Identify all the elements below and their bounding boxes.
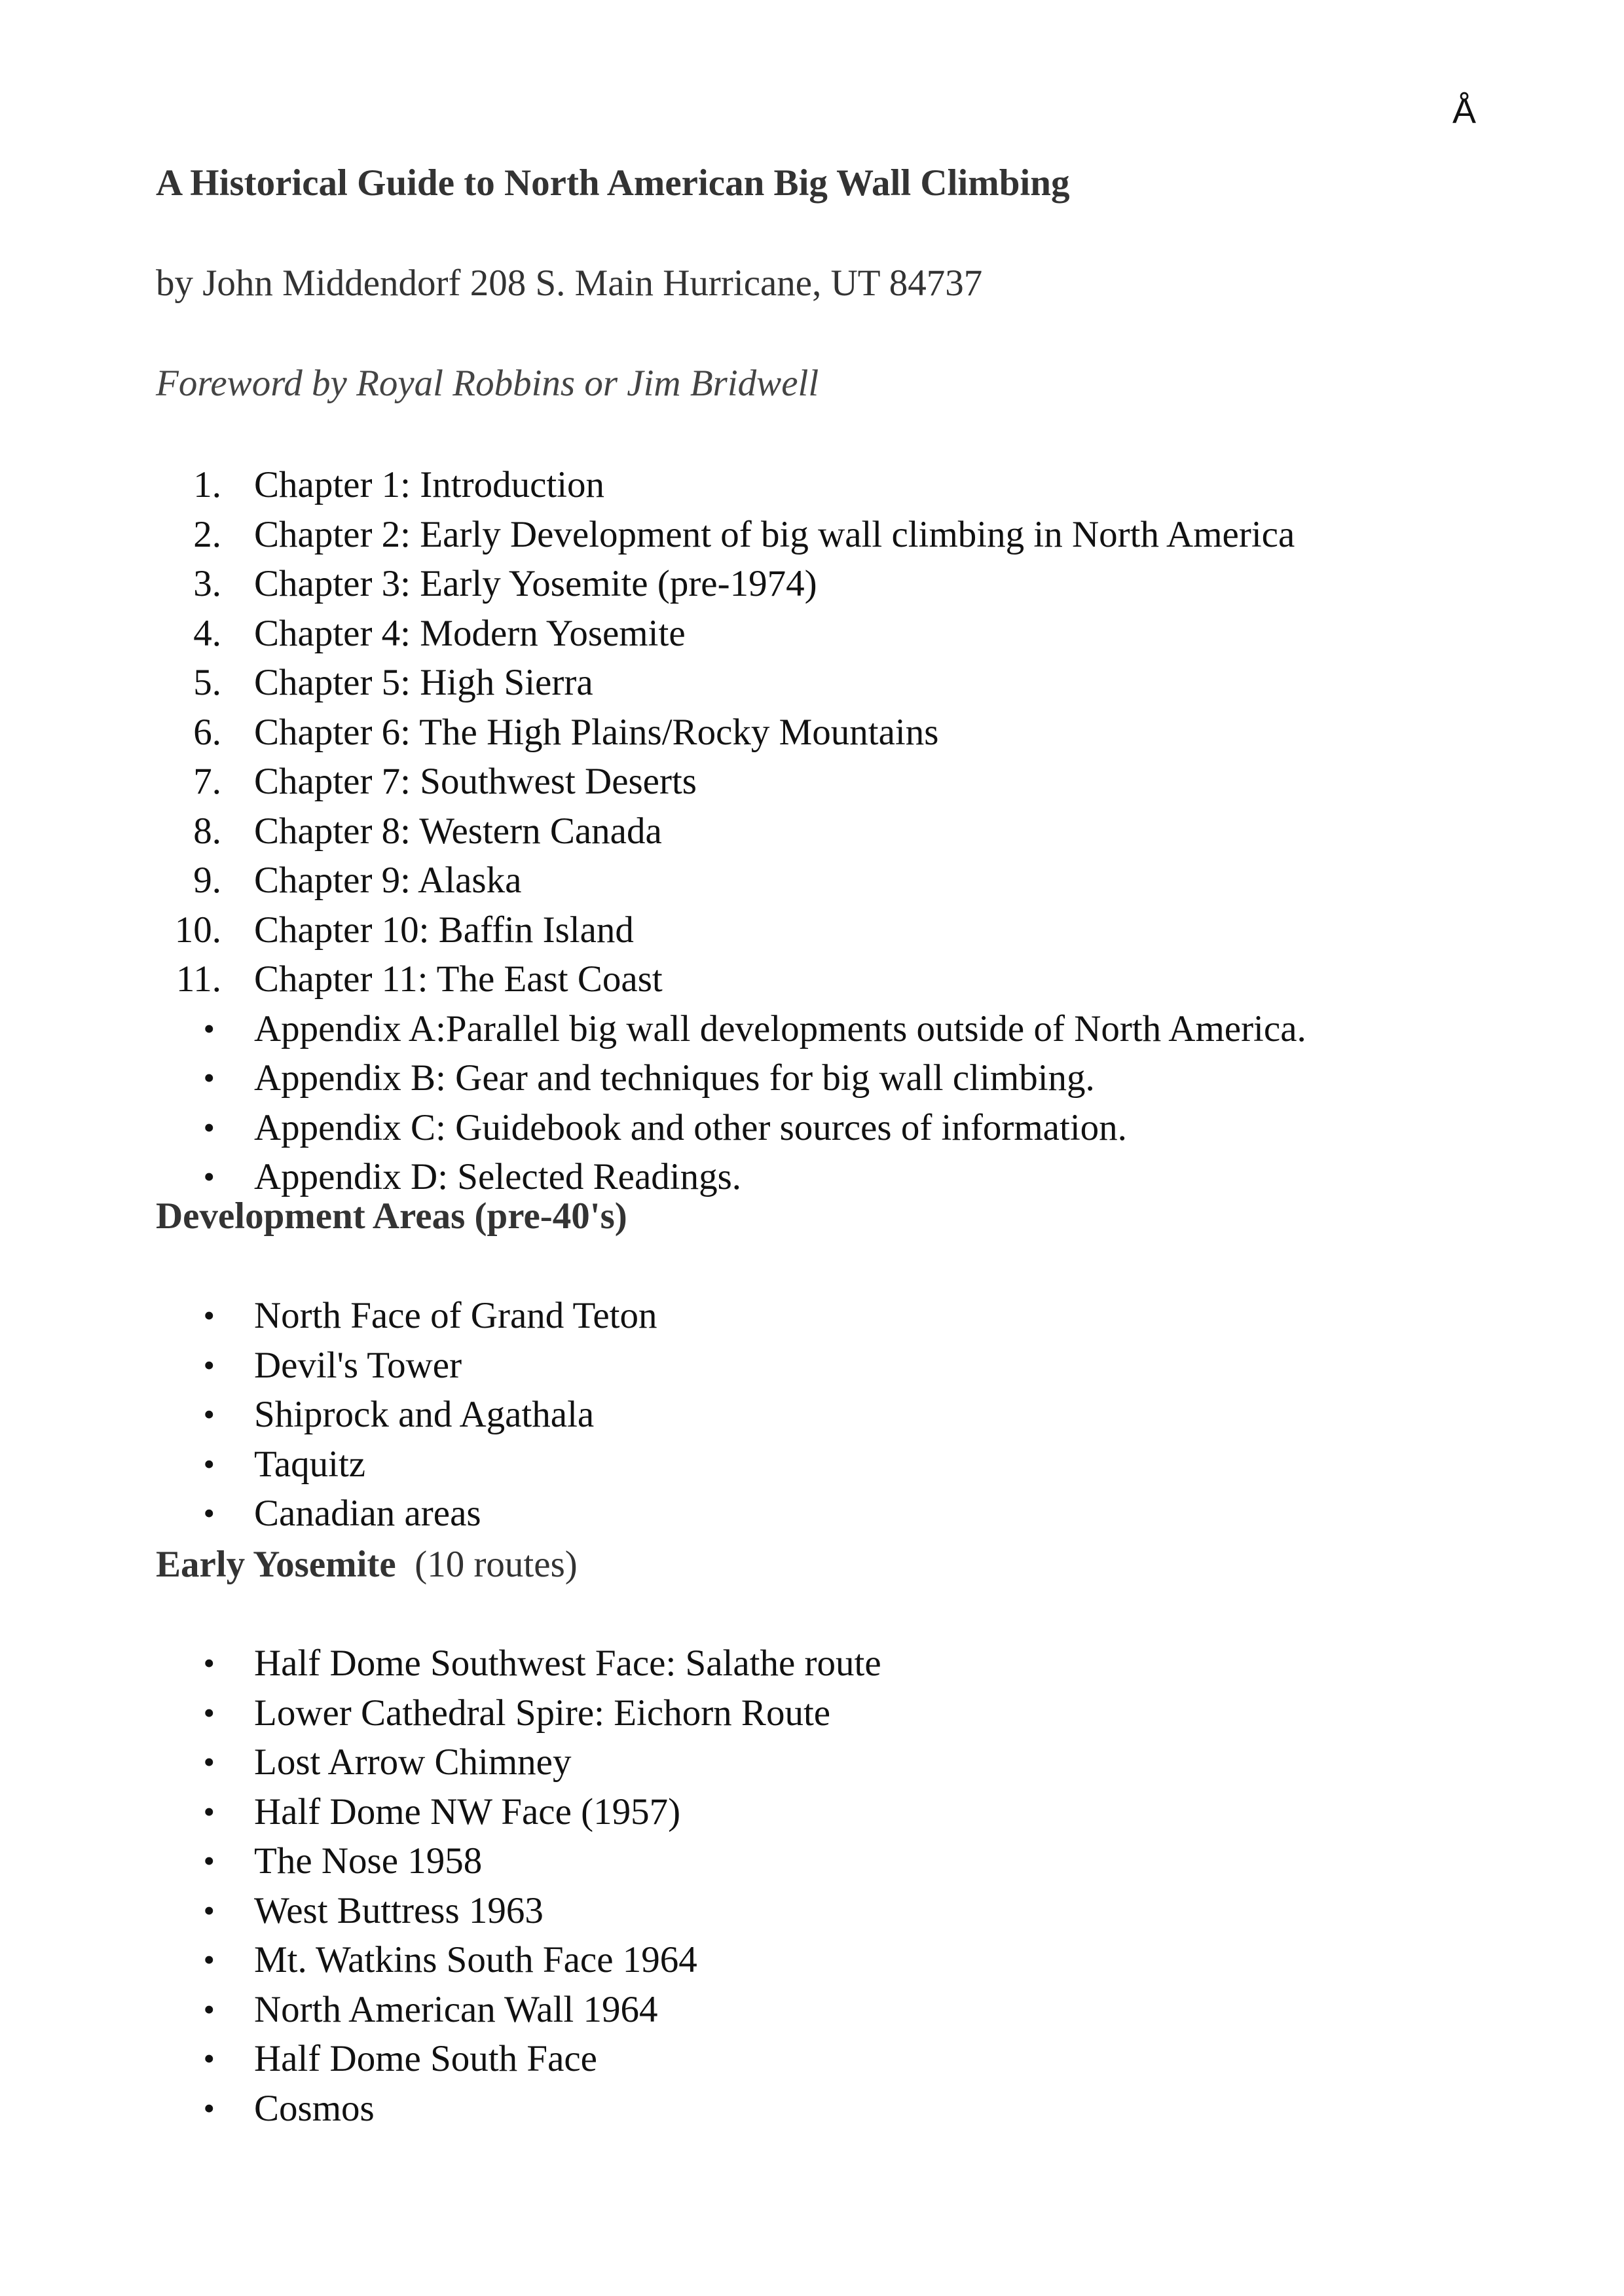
bullet-marker: • [203, 1158, 215, 1195]
list-item-text: Lost Arrow Chimney [254, 1741, 572, 1783]
list-number: 11. [175, 958, 221, 1000]
bullet-marker: • [203, 1297, 215, 1334]
bullet-marker: • [203, 1743, 215, 1780]
bullet-marker: • [203, 1346, 215, 1383]
list-item-text: Chapter 5: High Sierra [254, 662, 593, 703]
foreword-line: Foreword by Royal Robbins or Jim Bridwell [156, 363, 819, 404]
list-item-text: Chapter 1: Introduction [254, 464, 605, 505]
bullet-marker: • [203, 2040, 215, 2077]
list-item-text: Mt. Watkins South Face 1964 [254, 1939, 697, 1980]
list-item-text: Appendix D: Selected Readings. [254, 1156, 742, 1197]
list-item-text: Chapter 3: Early Yosemite (pre-1974) [254, 563, 817, 604]
development-areas-heading [156, 1192, 627, 1241]
author-byline: by John Middendorf 208 S. Main Hurricane, UT 84737 [156, 263, 983, 304]
list-item-text: Shiprock and Agathala [254, 1394, 595, 1435]
list-item-text: Chapter 10: Baffin Island [254, 909, 634, 951]
list-number: 10. [174, 909, 221, 951]
bullet-marker: • [203, 1990, 215, 2028]
bullet-marker: • [203, 1445, 215, 1482]
list-item-text: Chapter 7: Southwest Deserts [254, 761, 697, 802]
development-areas-title: Development Areas (pre-40's) [156, 1195, 627, 1237]
document-title: A Historical Guide to North American Big Wall Climbing [156, 162, 1070, 204]
list-number: 6. [193, 711, 221, 753]
list-number: 2. [193, 513, 221, 555]
list-item-text: Appendix A:Parallel big wall developments outside of North America. [254, 1008, 1306, 1049]
bullet-marker: • [203, 1842, 215, 1879]
list-item-text: North American Wall 1964 [254, 1988, 658, 2030]
list-number: 8. [193, 810, 221, 852]
list-item-text: Cosmos [254, 2087, 375, 2129]
list-number: 3. [193, 563, 221, 604]
bullet-marker: • [203, 1059, 215, 1096]
bullet-marker: • [203, 1396, 215, 1432]
list-item-text: Chapter 2: Early Development of big wall climbing in North America [254, 513, 1295, 555]
list-number: 1. [193, 464, 221, 505]
list-number: 5. [193, 662, 221, 703]
bullet-marker: • [203, 1495, 215, 1531]
list-item-text: Half Dome South Face [254, 2038, 597, 2079]
bullet-marker: • [203, 1694, 215, 1731]
list-item-text: North Face of Grand Teton [254, 1295, 657, 1336]
bullet-marker: • [203, 1941, 215, 1978]
list-item-text: Chapter 9: Alaska [254, 860, 522, 901]
early-yosemite-title: Early Yosemite [156, 1544, 396, 1585]
list-item-text: Chapter 8: Western Canada [254, 810, 662, 852]
list-item-text: Lower Cathedral Spire: Eichorn Route [254, 1692, 831, 1734]
list-item-text: Half Dome NW Face (1957) [254, 1791, 681, 1832]
early-yosemite-spacer [396, 1544, 415, 1585]
bullet-marker: • [203, 1108, 215, 1146]
list-number: 7. [193, 761, 221, 802]
list-item-text: Canadian areas [254, 1493, 481, 1534]
list-item-text: Chapter 4: Modern Yosemite [254, 612, 686, 654]
bullet-marker: • [203, 1010, 215, 1047]
early-yosemite-heading [156, 1540, 578, 1590]
list-item-text: Half Dome Southwest Face: Salathe route [254, 1643, 881, 1684]
list-number: 4. [193, 612, 221, 654]
list-item-text: The Nose 1958 [254, 1840, 483, 1882]
list-item-text: Chapter 6: The High Plains/Rocky Mountains [254, 711, 939, 753]
list-item-text: Appendix B: Gear and techniques for big wall climbing. [254, 1057, 1095, 1099]
corner-mark: Å [1452, 92, 1477, 131]
list-item-text: Devil's Tower [254, 1344, 462, 1386]
list-item-text: Taquitz [254, 1443, 366, 1485]
list-item-text: West Buttress 1963 [254, 1889, 544, 1931]
list-item-text: Appendix C: Guidebook and other sources of information. [254, 1106, 1127, 1148]
bullet-marker: • [203, 1793, 215, 1830]
list-item-text: Chapter 11: The East Coast [254, 958, 663, 1000]
early-yosemite-note: (10 routes) [415, 1544, 578, 1585]
bullet-marker: • [203, 2089, 215, 2126]
bullet-marker: • [203, 1645, 215, 1681]
bullet-marker: • [203, 1891, 215, 1929]
list-number: 9. [193, 860, 221, 901]
